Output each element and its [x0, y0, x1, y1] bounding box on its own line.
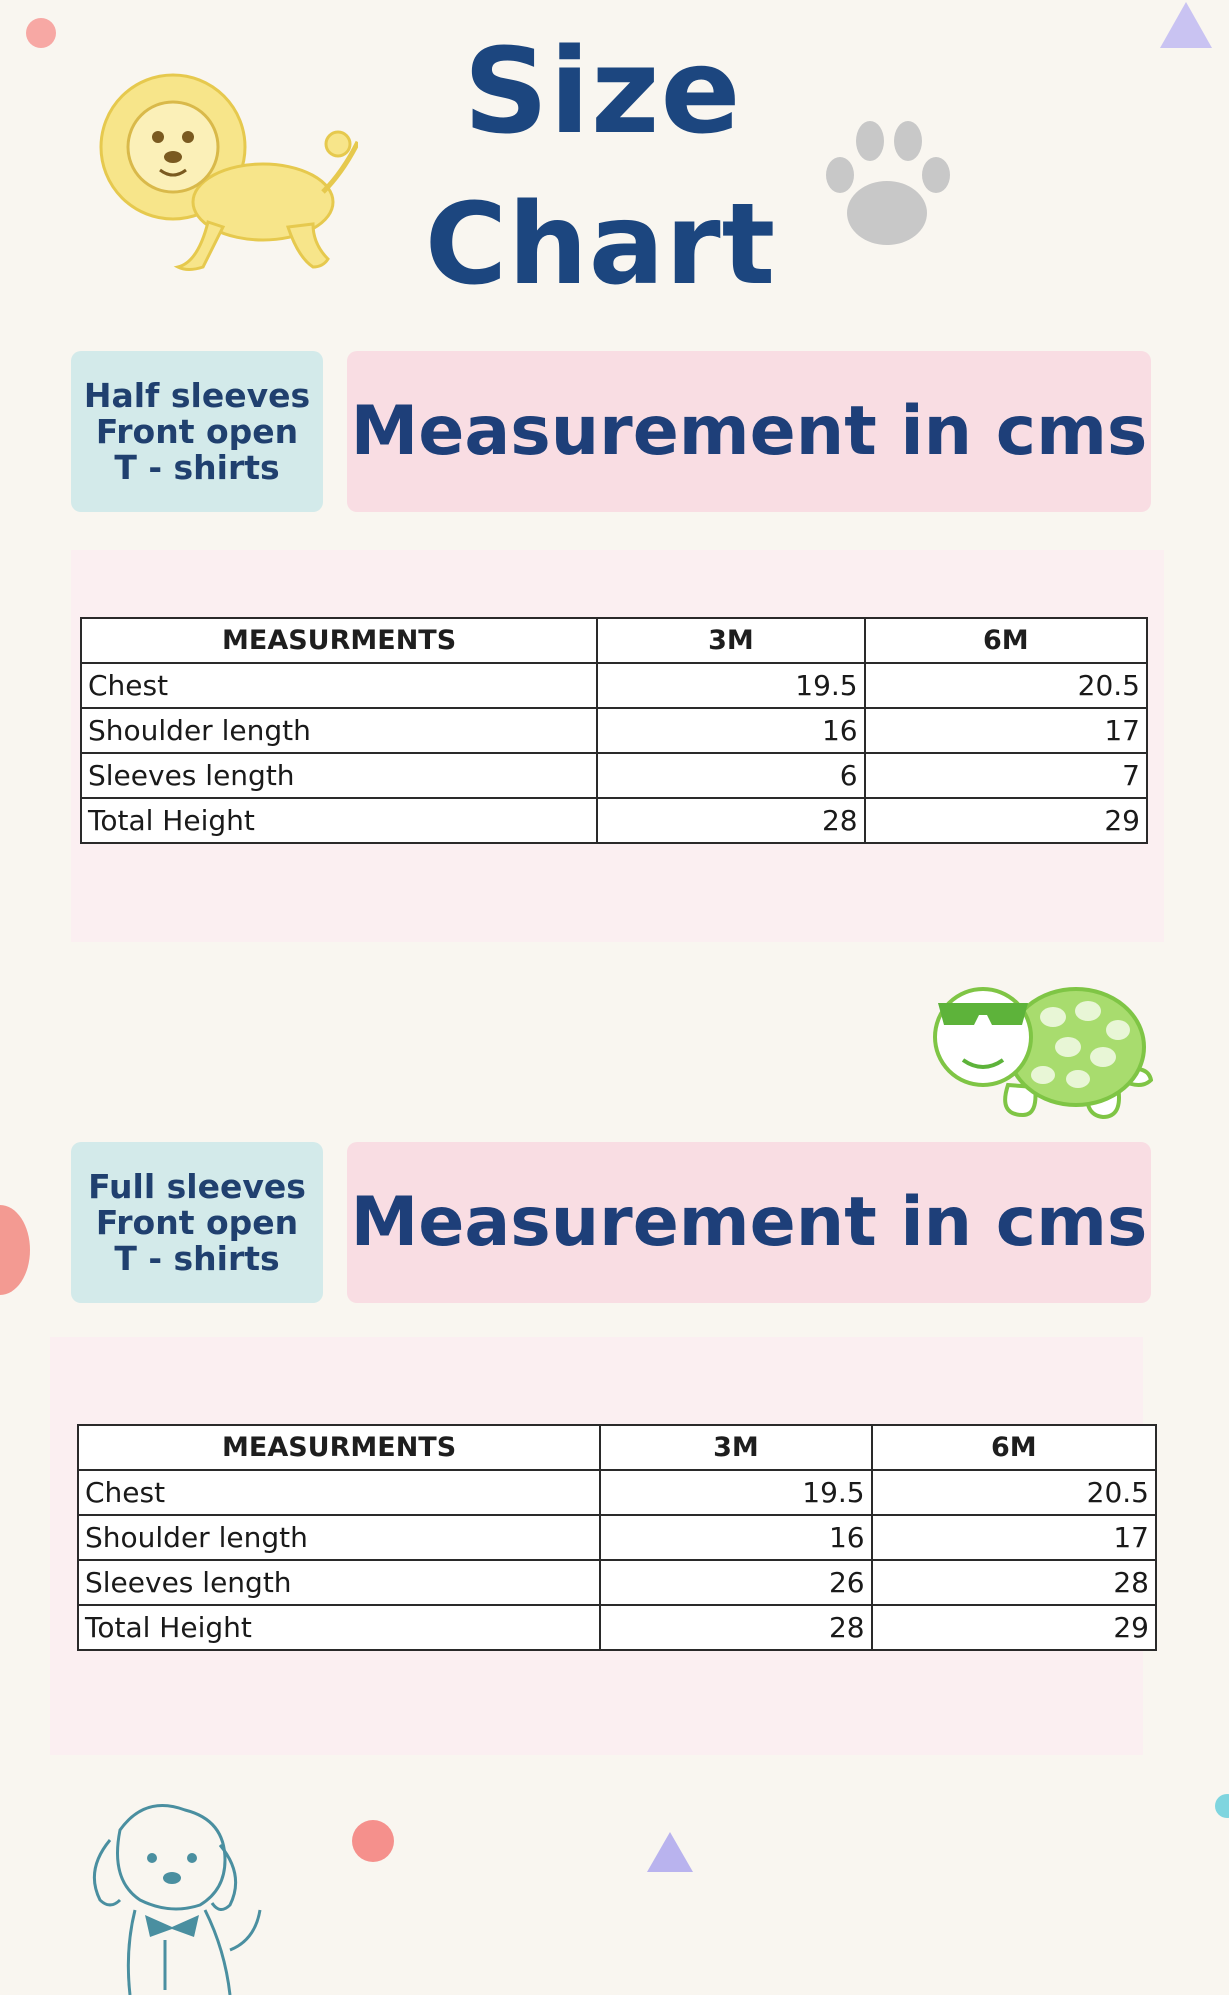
- product-label-line: Half sleeves: [83, 375, 311, 415]
- table-cell: 16: [597, 708, 864, 753]
- table-row: [78, 1470, 1156, 1515]
- table-cell: 17: [872, 1515, 1156, 1560]
- table-cell: Total Height: [78, 1605, 600, 1650]
- table-row: [81, 753, 1147, 798]
- product-label-line: Full sleeves: [88, 1166, 306, 1206]
- table-cell: 17: [865, 708, 1147, 753]
- size-table: [77, 1424, 1157, 1651]
- column-header: 6M: [872, 1425, 1156, 1470]
- column-header: MEASURMENTS: [78, 1425, 600, 1470]
- table-cell: 19.5: [600, 1470, 871, 1515]
- dot-decoration: [352, 1820, 394, 1862]
- page-title-line2: Chart: [424, 180, 777, 310]
- table-row: [81, 708, 1147, 753]
- table-row: [81, 798, 1147, 843]
- column-header: 3M: [600, 1425, 871, 1470]
- table-cell: 26: [600, 1560, 871, 1605]
- table-cell: 29: [872, 1605, 1156, 1650]
- half-circle-decoration: [0, 1205, 30, 1295]
- table-cell: Total Height: [81, 798, 597, 843]
- table-row: [78, 1515, 1156, 1560]
- triangle-decoration: [645, 1830, 695, 1874]
- dog-icon: [80, 1790, 270, 1995]
- table-cell: 28: [597, 798, 864, 843]
- table-cell: 7: [865, 753, 1147, 798]
- table-cell: 28: [872, 1560, 1156, 1605]
- table-row: [78, 1605, 1156, 1650]
- size-table: [80, 617, 1148, 844]
- half-circle-decoration: [1205, 1793, 1229, 1819]
- product-label-line: T - shirts: [114, 447, 280, 487]
- product-label-line: Front open: [95, 1202, 299, 1242]
- table-cell: 16: [600, 1515, 871, 1560]
- table-cell: Shoulder length: [78, 1515, 600, 1560]
- table-cell: Chest: [78, 1470, 600, 1515]
- table-cell: Sleeves length: [81, 753, 597, 798]
- table-header-row: [81, 618, 1147, 663]
- turtle-icon: [928, 975, 1153, 1125]
- measurement-heading: Measurement in cms: [347, 1142, 1151, 1303]
- table-row: [81, 663, 1147, 708]
- product-label-line: T - shirts: [114, 1238, 280, 1278]
- product-label-box: [71, 1142, 323, 1303]
- table-cell: Sleeves length: [78, 1560, 600, 1605]
- product-label-line: Front open: [95, 411, 299, 451]
- table-cell: 29: [865, 798, 1147, 843]
- measurement-heading: Measurement in cms: [347, 351, 1151, 512]
- table-row: [78, 1560, 1156, 1605]
- table-cell: 20.5: [865, 663, 1147, 708]
- table-header-row: [78, 1425, 1156, 1470]
- table-cell: 28: [600, 1605, 871, 1650]
- product-label-box: [71, 351, 323, 512]
- column-header: 6M: [865, 618, 1147, 663]
- table-cell: 20.5: [872, 1470, 1156, 1515]
- column-header: 3M: [597, 618, 864, 663]
- table-cell: 6: [597, 753, 864, 798]
- table-cell: Chest: [81, 663, 597, 708]
- table-cell: 19.5: [597, 663, 864, 708]
- table-cell: Shoulder length: [81, 708, 597, 753]
- column-header: MEASURMENTS: [81, 618, 597, 663]
- page-title-line1: Size: [463, 22, 742, 160]
